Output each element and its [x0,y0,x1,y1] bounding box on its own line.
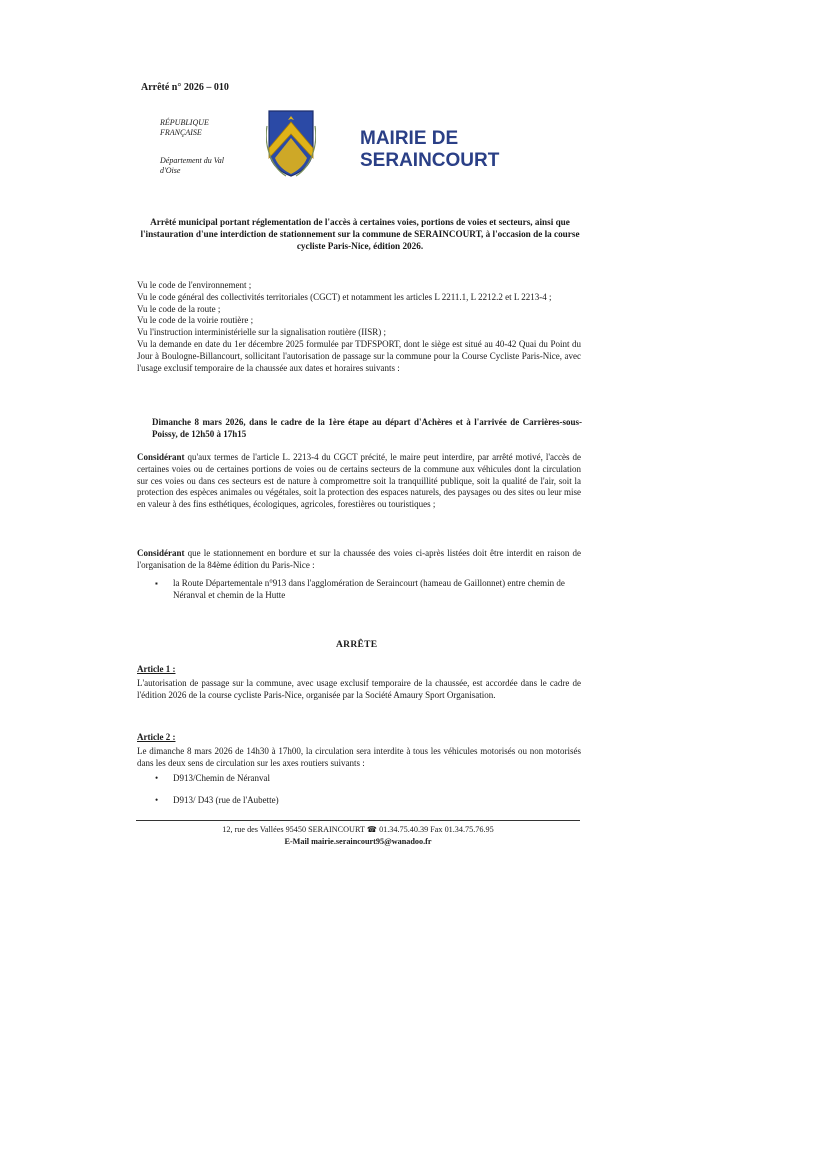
bleed-through-text [430,70,432,83]
list-item: • D913/Chemin de Néranval [155,772,575,784]
vu-item: Vu le code de la route ; [137,303,221,314]
vu-section [137,280,581,374]
article-2-text: Le dimanche 8 mars 2026 de 14h30 à 17h00, la circulation sera interdite à tous les véhicules motorisés ou non motorisés dans les deux sens de circulation sur les axes routiers suivants : [137,746,581,768]
article-2-label: Article 2 : [137,732,176,742]
article-1-label: Article 1 : [137,664,176,674]
considerant-paragraph-1 [137,452,581,511]
vu-item: Vu le code général des collectivités territoriales (CGCT) et notamment les articles L 2211.1, L 2212.2 et L 2213-4 ; [137,291,552,302]
footer-address: 12, rue des Vallées 95450 SERAINCOURT ☎ 01.34.75.40.39 Fax 01.34.75.76.95 [222,825,494,834]
list-item: • D913/ D43 (rue de l'Aubette) [155,794,575,806]
vu-item: Vu la demande en date du 1er décembre 2025 formulée par TDFSPORT, dont le siège est situé au 40-42 Quai du Point du Jour à Boulogne-Billancourt, sollicitant l'autorisation de passage sur la commune pour la Course Cycliste Paris-Nice, avec l'usage exclusif temporaire de la chaussée aux dates et horaires suivants : [137,338,581,373]
departement-line-2: d'Oise [160,166,181,175]
mairie-line-1: MAIRIE DE [360,128,459,149]
vu-item: Vu le code de l'environnement ; [137,280,252,290]
arrete-heading: ARRÊTE [336,640,378,650]
document-title: Arrêté municipal portant réglementation de l'accès à certaines voies, portions de voies et secteurs, ainsi que l'instauration d'une interdiction de stationnement sur la commune de SERAINCOURT, à l'occasion de la course cycliste Paris-Nice, édition 2026. [140,217,580,251]
considerant-paragraph-2 [137,548,581,572]
parking-ban-list [155,578,581,602]
arrete-number: Arrêté n° 2026 – 010 [141,82,229,93]
republique-label: RÉPUBLIQUE [160,118,209,127]
considerant-text: qu'aux termes de l'article L. 2213-4 du CGCT précité, le maire peut interdire, par arrêté motivé, l'accès de certaines voies ou de certaines portions de voies ou de certains secteurs de la commune aux véhicules dont la circulation sur ces voies ou dans ces secteurs est de nature à compromettre soit la tranquillité publique, soit la qualité de l'air, soit la protection des espèces animales ou végétales, soit la protection des espaces naturels, des paysages ou des sites ou leur mise en valeur à des fins esthétiques, écologiques, agricoles, forestières ou touristiques ; [137,452,581,510]
mairie-title [360,128,499,172]
article-1-text: L'autorisation de passage sur la commune, avec usage exclusif temporaire de la chaussée, est accordée dans le cadre de l'édition 2026 de la course cycliste Paris-Nice, organisée par la Société Amaury Sport Organisation. [137,678,581,700]
footer-email: E-Mail mairie.seraincourt95@wanadoo.fr [284,837,432,846]
vu-item: Vu le code de la voirie routière ; [137,315,254,326]
footer-divider [136,820,580,821]
francaise-label: FRANÇAISE [160,128,202,137]
event-date-paragraph: Dimanche 8 mars 2026, dans le cadre de la 1ère étape au départ d'Achères et à l'arrivée de Carrières-sous-Poissy, de 12h50 à 17h15 [152,417,582,439]
departement-line-1: Département du Val [160,156,224,165]
list-item: ▪ la Route Départementale n°913 dans l'agglomération de Seraincourt (hameau de Gaillonnet) entre chemin de Néranval et chemin de la Hutte [155,578,581,602]
considerant-label: Considérant [137,548,185,558]
considerant-label: Considérant [137,452,185,462]
coat-of-arms-icon [266,108,316,178]
departement-label [160,156,224,176]
vu-item: Vu l'instruction interministérielle sur la signalisation routière (IISR) ; [137,327,387,338]
considerant-text: que le stationnement en bordure et sur la chaussée des voies ci-après listées doit être interdit en raison de l'organisation de la 84ème édition du Paris-Nice : [137,548,581,570]
mairie-line-2: SERAINCOURT [360,150,500,171]
republique-francaise [160,118,209,138]
road-closure-list [155,772,575,816]
